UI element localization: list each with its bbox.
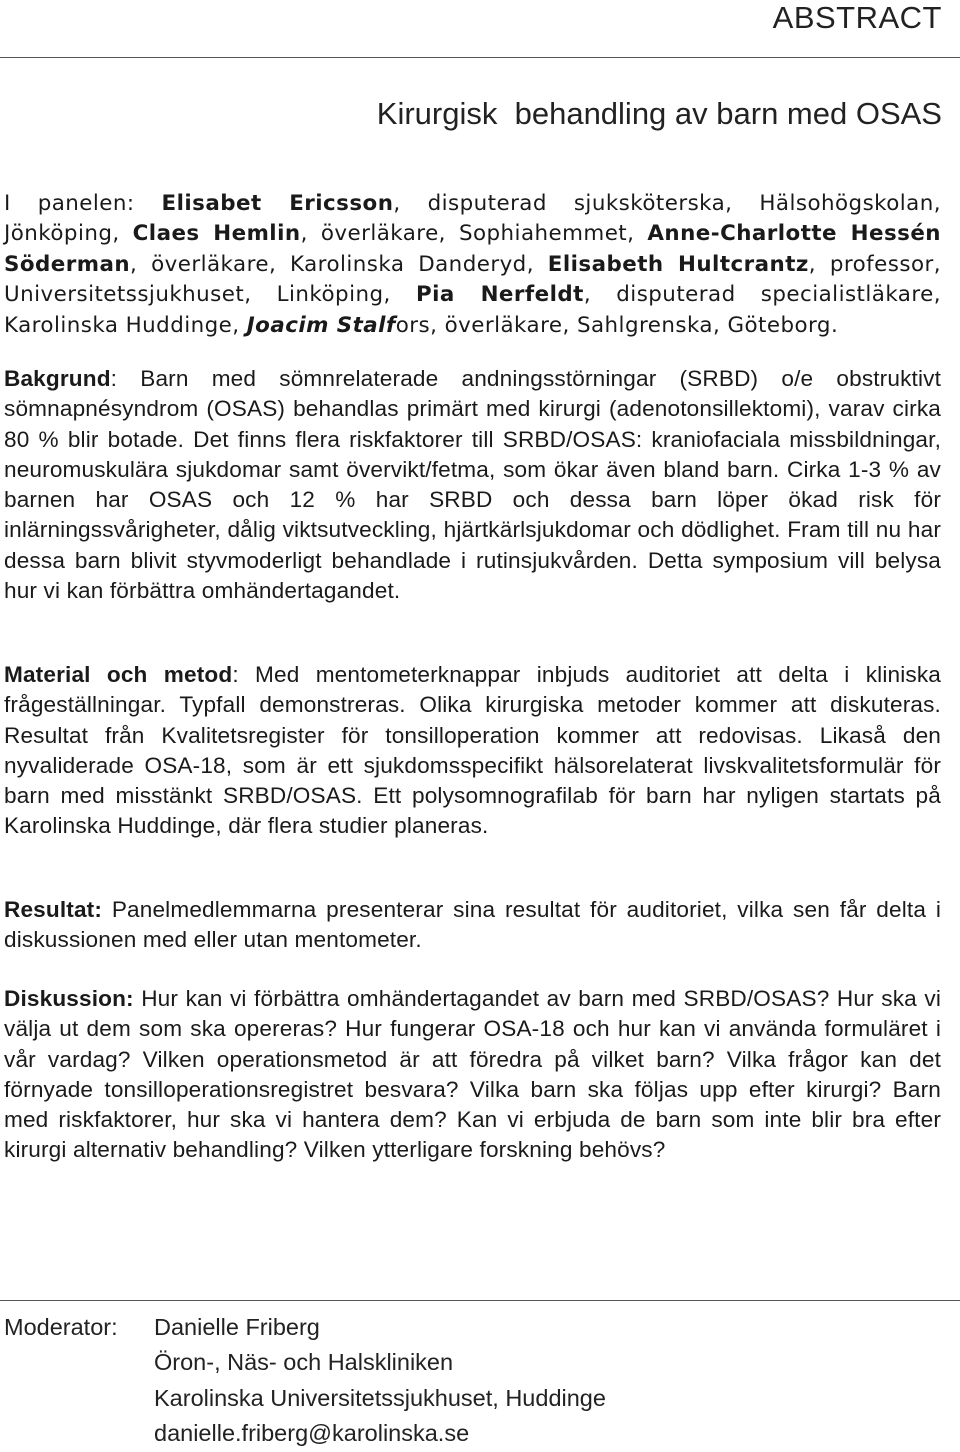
section-body: Med mentometerknappar inbjuds auditoriet att delta i kliniska frågeställningar. Typfall demonstreras. Olika kirurgiska metoder kommer att diskuteras. Resultat från Kvalitetsregister för tonsilloperation kommer att redovisas. Likaså den nyvaliderade OSA-18, som är ett sjukdomsspecifikt hälsorelaterat livskvalitetsformulär för barn med misstänkt SRBD/OSAS. Ett polysomnografilab för barn har nyligen startats på Karolinska Huddinge, där flera studier planeras.	[4, 662, 942, 839]
panel-member-role: , professor, Universitetssjukhuset, Linköping,	[4, 251, 941, 308]
abstract-header-label: ABSTRACT	[772, 0, 942, 35]
panel-member-role: , disputerad sjuksköterska, Hälsohögskolan, Jönköping,	[4, 191, 941, 247]
panel-prefix: I panelen:	[4, 191, 162, 216]
panel-member-name: Pia Nerfeldt	[415, 282, 584, 308]
moderator-email: danielle.friberg@karolinska.se	[154, 1420, 470, 1447]
section-separator: :	[232, 662, 256, 687]
panel-member-role: , överläkare, Sahlgrenska, Göteborg.	[430, 312, 839, 338]
panel-paragraph	[4, 189, 941, 341]
section-heading: Material och metod	[4, 662, 233, 687]
panel-member-name-rest: ors	[395, 312, 431, 338]
section-body: Panelmedlemmarna presenterar sina resultat för auditoriet, vilka sen får delta i diskussionen med eller utan mentometer.	[4, 897, 941, 953]
section-body: Barn med sömnrelaterade andningsstörningar (SRBD) o/e obstruktivt sömnapnésyndrom (OSAS) behandlas primärt med kirurgi (adenotonsillektomi), varav cirka 80 % blir botade. Det finns flera riskfaktorer till SRBD/OSAS: kraniofaciala missbildningar, neuromuskulära sjukdomar samt övervikt/fetma, som ökar även bland barn. Cirka 1-3 % av barnen har OSAS och 12 % har SRBD och dessa barn löper ökad risk för inlärningssvårigheter, dålig viktsutveckling, hjärtkärlsjukdomar och dödlighet. Fram till nu har dessa barn blivit styvmoderligt behandlade i rutinsjukvården. Detta symposium vill belysa hur vi kan förbättra omhändertagandet.	[4, 366, 941, 604]
moderator-details	[154, 1310, 606, 1452]
panel-member-name-italic: Joacim Stalf	[246, 312, 396, 338]
moderator-label: Moderator:	[4, 1314, 118, 1340]
moderator-department: Öron-, Näs- och Halskliniken	[154, 1349, 454, 1376]
section-heading: Diskussion:	[4, 986, 134, 1011]
section-separator: :	[110, 366, 141, 391]
panel-member-role: , disputerad specialistläkare, Karolinska Huddinge,	[4, 282, 942, 338]
panel-member-name: Elisabeth Hultcrantz	[547, 251, 809, 277]
moderator-hospital: Karolinska Universitetssjukhuset, Huddinge	[154, 1384, 606, 1411]
panel-member-name: Anne-Charlotte Hessén Söderman	[4, 221, 941, 277]
section-resultat	[4, 895, 941, 956]
section-heading: Bakgrund	[4, 366, 111, 391]
section-diskussion	[4, 984, 941, 1166]
panel-member-name: Elisabet Ericsson	[161, 191, 394, 216]
panel-member-name: Claes Hemlin	[132, 221, 301, 247]
section-material-och-metod	[4, 660, 941, 842]
section-bakgrund	[4, 364, 941, 606]
panel-member-role: , överläkare, Karolinska Danderyd,	[130, 251, 548, 277]
bottom-divider	[0, 1300, 960, 1301]
section-body: Hur kan vi förbättra omhändertagandet av barn med SRBD/OSAS? Hur ska vi välja ut dem som ska opereras? Hur fungerar OSA-18 och hur kan vi använda formuläret i vår vardag? Vilken operationsmetod är att föredra på vilket barn? Vilka frågor kan det förnyade tonsilloperationsregistret besvara? Vilka barn ska följas upp efter kirurgi? Barn med riskfaktorer, hur ska vi hantera dem? Kan vi erbjuda de barn som inte blir bra efter kirurgi alternativ behandling? Vilken ytterligare forskning behövs?	[4, 986, 941, 1163]
top-divider	[0, 57, 960, 58]
panel-member-role: , överläkare, Sophiahemmet,	[300, 221, 648, 247]
moderator-name: Danielle Friberg	[154, 1314, 320, 1340]
section-separator	[102, 897, 112, 922]
section-heading: Resultat:	[4, 897, 103, 922]
document-title: Kirurgisk behandling av barn med OSAS	[376, 96, 942, 131]
